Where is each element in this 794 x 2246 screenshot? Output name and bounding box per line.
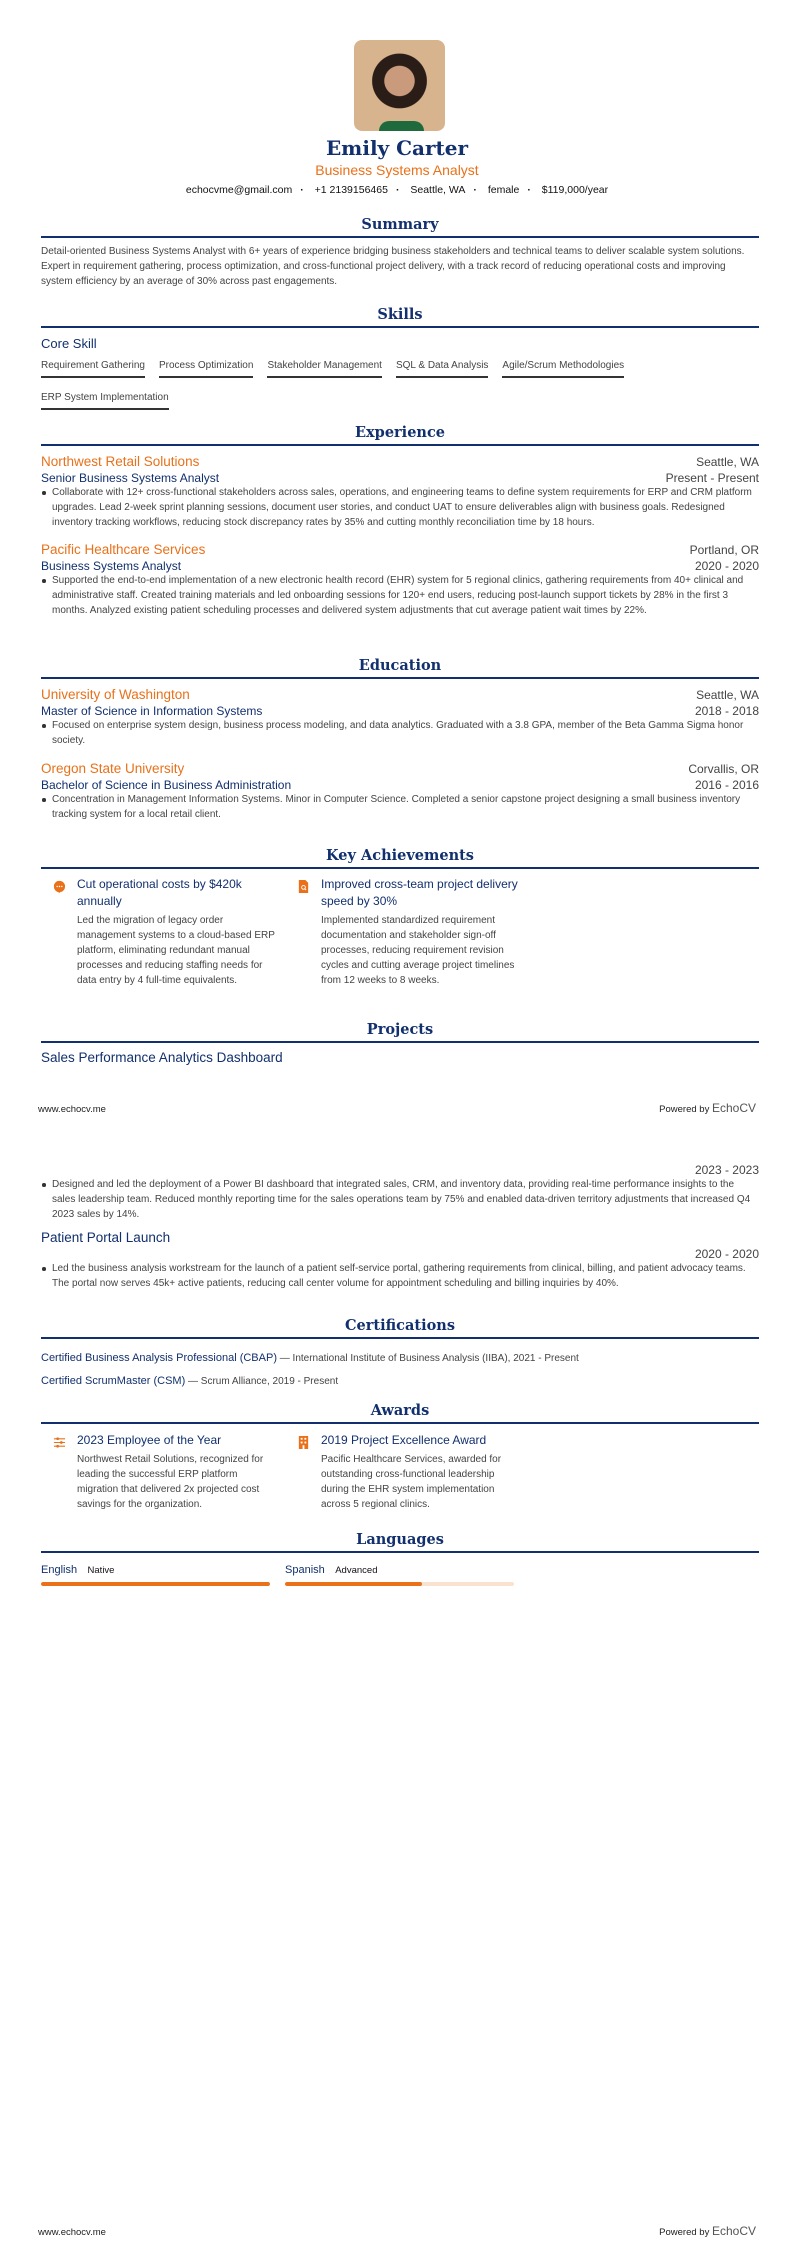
- skill-item: Agile/Scrum Methodologies: [502, 360, 624, 378]
- section-heading-awards: Awards: [41, 1402, 759, 1424]
- skills-group: [41, 336, 759, 419]
- achievement-title: Improved cross-team project delivery speed by 30%: [321, 877, 518, 908]
- project-name: Sales Performance Analytics Dashboard: [41, 1050, 283, 1065]
- achievement-title: Cut operational costs by $420k annually: [77, 877, 242, 908]
- award-item: [321, 1432, 521, 1512]
- certifications-list: [41, 1347, 759, 1393]
- project-bullet: Designed and led the deployment of a Power BI dashboard that integrated sales, CRM, and inventory data, providing real-time performance insights to the sales leadership team. Reduced monthly reporting time for the sales operations team by 75% and enabled data-driven territory adjustments that increased Q4 2023 sales by 14%.: [41, 1177, 759, 1222]
- award-item: [77, 1432, 277, 1512]
- certification-name: Certified Business Analysis Professional (CBAP): [41, 1352, 277, 1364]
- section-heading-skills: Skills: [41, 306, 759, 328]
- section-heading-experience: Experience: [41, 424, 759, 446]
- footer-brand[interactable]: EchoCV: [711, 1101, 756, 1115]
- job-dates: Present - Present: [665, 471, 759, 485]
- degree: Master of Science in Information Systems: [41, 704, 263, 718]
- language-name: English: [41, 1564, 78, 1576]
- project-dates: 2020 - 2020: [694, 1247, 759, 1261]
- skill-item: SQL & Data Analysis: [396, 360, 488, 378]
- summary-text: Detail-oriented Business Systems Analyst with 6+ years of experience bridging business stakeholders and technical teams to deliver scalable system solutions. Expert in requirement gathering, process optimization, and cross-functional project delivery, with a track record of reducing operational costs and improving system efficiency by an average of 30% across past engagements.: [41, 246, 745, 287]
- contact-gender: female: [487, 184, 520, 196]
- language-item: [285, 1560, 514, 1586]
- language-proficiency-bar: [285, 1582, 514, 1586]
- education-dates: 2016 - 2016: [694, 778, 759, 792]
- sliders-icon: [53, 1436, 66, 1449]
- award-desc: Pacific Healthcare Services, awarded for outstanding cross-functional leadership during the EHR system implementation across 5 regional clinics.: [321, 1454, 502, 1510]
- job-role: Business Systems Analyst: [41, 559, 182, 573]
- footer-site[interactable]: www.echocv.me: [38, 2227, 106, 2238]
- certification-detail: — Scrum Alliance, 2019 - Present: [188, 1376, 339, 1387]
- award-desc: Northwest Retail Solutions, recognized for leading the successful ERP platform migration that delivered 2x projected cost savings for the organization.: [77, 1454, 264, 1510]
- award-title: 2019 Project Excellence Award: [321, 1433, 487, 1447]
- degree: Bachelor of Science in Business Administration: [41, 778, 292, 792]
- achievement-item: [321, 876, 521, 988]
- school-location: Corvallis, OR: [688, 762, 759, 776]
- job-role: Senior Business Systems Analyst: [41, 471, 220, 485]
- skill-item: ERP System Implementation: [41, 392, 169, 410]
- footer-site[interactable]: www.echocv.me: [38, 1104, 106, 1115]
- project-name: Patient Portal Launch: [41, 1230, 171, 1245]
- footer-powered: [659, 1101, 756, 1115]
- language-name: Spanish: [285, 1564, 325, 1576]
- school-name: Oregon State University: [41, 761, 185, 776]
- skill-item: Process Optimization: [159, 360, 253, 378]
- certification-name: Certified ScrumMaster (CSM): [41, 1375, 186, 1387]
- section-heading-summary: Summary: [41, 216, 759, 238]
- resume-page-2: [0, 1123, 794, 2246]
- certification-detail: — International Institute of Business Analysis (IIBA), 2021 - Present: [279, 1353, 579, 1364]
- building-icon: [297, 1436, 310, 1449]
- job-dates: 2020 - 2020: [694, 559, 759, 573]
- document-search-icon: [297, 880, 310, 893]
- project-bullet: Led the business analysis workstream for the launch of a patient self-service portal, gathering requirements from clinical, billing, and patient advocacy teams. The portal now serves 45k+ active patients, reducing call center volume for appointment scheduling and billing inquiries by 40%.: [41, 1261, 759, 1291]
- contact-line: echocvme@gmail.com · +1 2139156465 · Seattle, WA · female · $119,000/year: [185, 184, 609, 196]
- experience-entry: [41, 542, 759, 618]
- skill-item: Stakeholder Management: [267, 360, 382, 378]
- education-entry: [41, 761, 759, 822]
- chat-bubble-icon: [53, 880, 66, 893]
- company-name: Northwest Retail Solutions: [41, 454, 200, 469]
- footer-powered: [659, 2224, 756, 2238]
- section-heading-certifications: Certifications: [41, 1317, 759, 1339]
- award-title: 2023 Employee of the Year: [77, 1433, 222, 1447]
- job-location: Portland, OR: [689, 543, 759, 557]
- company-name: Pacific Healthcare Services: [41, 542, 206, 557]
- experience-entry: [41, 454, 759, 530]
- contact-phone[interactable]: +1 2139156465: [314, 184, 388, 196]
- contact-email[interactable]: echocvme@gmail.com: [185, 184, 293, 196]
- language-item: [41, 1560, 270, 1586]
- job-bullet: Collaborate with 12+ cross-functional stakeholders across sales, operations, and engineering teams to define system requirements for ERP and CRM platform upgrades. Lead 2-week sprint planning sessions, document user stories, and conduct UAT to ensure deliverables align with business goals. Redesigned inventory tracking workflows, reducing stock discrepancy rates by 35% and cutting monthly reconciliation time by 18 hours.: [41, 485, 759, 530]
- footer-powered-label: Powered by: [659, 2227, 710, 2238]
- education-entry: [41, 687, 759, 748]
- certification-item: [41, 1370, 759, 1393]
- skills-group-title: Core Skill: [41, 336, 97, 351]
- footer-powered-label: Powered by: [659, 1104, 710, 1115]
- education-dates: 2018 - 2018: [694, 704, 759, 718]
- skill-item: Requirement Gathering: [41, 360, 145, 378]
- footer-brand[interactable]: EchoCV: [711, 2224, 756, 2238]
- achievement-desc: Implemented standardized requirement documentation and stakeholder sign-off processes, reducing requirement revision cycles and cutting average project timelines from 12 weeks to 8 weeks.: [321, 915, 515, 986]
- section-heading-languages: Languages: [41, 1531, 759, 1553]
- profile-photo: [354, 40, 445, 131]
- school-name: University of Washington: [41, 687, 190, 702]
- project-dates: 2023 - 2023: [694, 1163, 759, 1177]
- language-level: Native: [87, 1565, 115, 1576]
- job-bullet: Supported the end-to-end implementation of a new electronic health record (EHR) system for 5 regional clinics, gathering requirements from 40+ clinical and administrative staff. Created training materials and led onboarding sessions for 120+ end users, reducing post-launch support tickets by 28% in the first 3 months. Analyzed existing patient scheduling processes and delivered system adjustments that cut average patient wait times by 22%.: [41, 573, 759, 618]
- education-bullet: Focused on enterprise system design, business process modeling, and data analytics. Graduated with a 3.8 GPA, member of the Beta Gamma Sigma honor society.: [41, 718, 759, 748]
- school-location: Seattle, WA: [696, 688, 759, 702]
- project-entry: [41, 1163, 759, 1291]
- job-location: Seattle, WA: [696, 455, 759, 469]
- education-bullet: Concentration in Management Information Systems. Minor in Computer Science. Completed a senior capstone project designing a small business inventory tracking system for a local retail client.: [41, 792, 759, 822]
- language-level: Advanced: [335, 1565, 378, 1576]
- contact-salary: $119,000/year: [541, 184, 609, 196]
- achievement-item: [77, 876, 277, 988]
- candidate-name: Emily Carter: [325, 136, 469, 160]
- candidate-title: Business Systems Analyst: [315, 162, 479, 178]
- language-proficiency-bar: [41, 1582, 270, 1586]
- section-heading-achievements: Key Achievements: [41, 847, 759, 869]
- contact-location: Seattle, WA: [410, 184, 466, 196]
- section-heading-projects: Projects: [41, 1021, 759, 1043]
- section-heading-education: Education: [41, 657, 759, 679]
- achievement-desc: Led the migration of legacy order management systems to a cloud-based ERP platform, eliminating redundant manual processes and reducing staffing needs for data entry by 4 full-time equivalents.: [77, 915, 275, 986]
- certification-item: [41, 1347, 759, 1370]
